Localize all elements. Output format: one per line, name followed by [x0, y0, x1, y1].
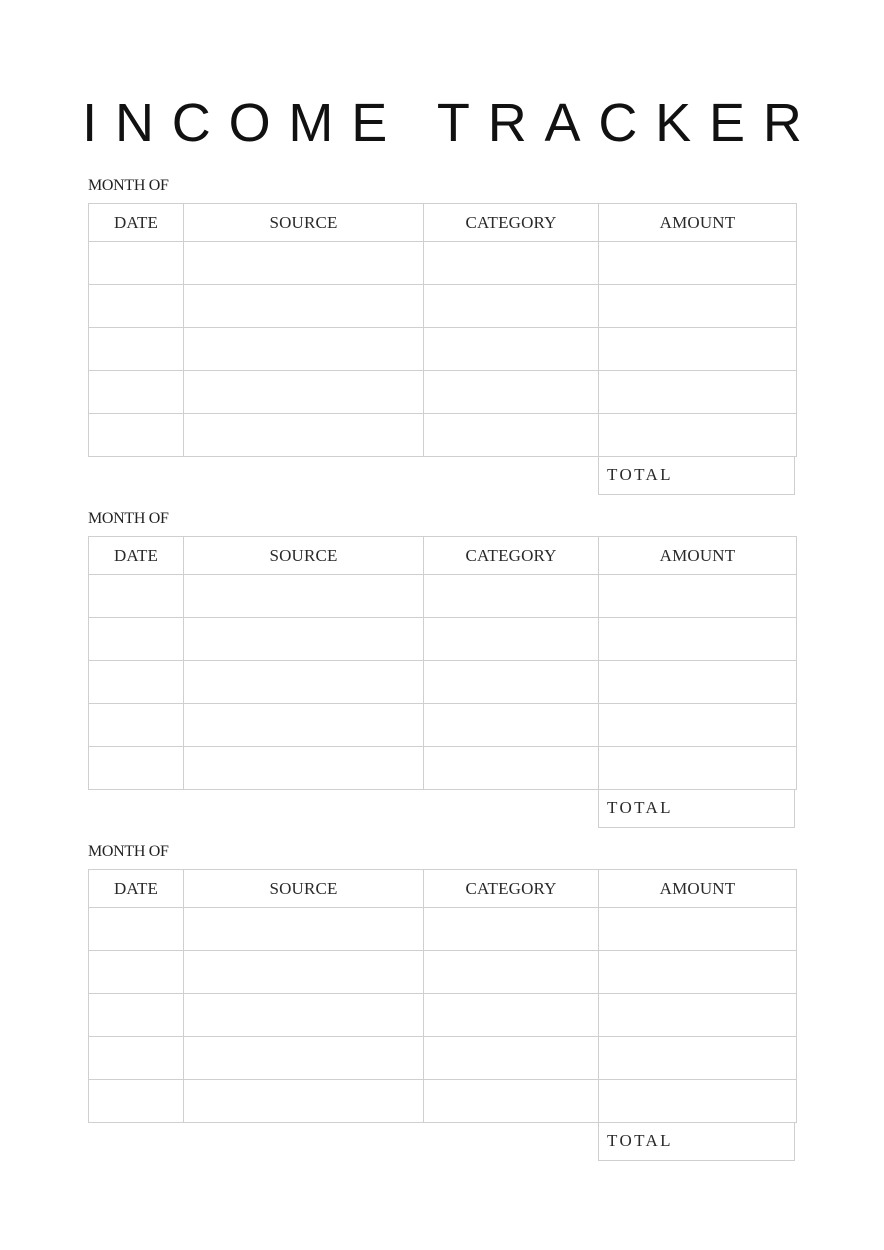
- amount-cell[interactable]: [599, 704, 797, 747]
- table-body: [89, 908, 797, 1123]
- column-header-source: SOURCE: [184, 870, 424, 908]
- amount-cell[interactable]: [599, 414, 797, 457]
- date-cell[interactable]: [89, 908, 184, 951]
- table-row: [89, 908, 797, 951]
- category-cell[interactable]: [424, 414, 599, 457]
- column-header-date: DATE: [89, 870, 184, 908]
- amount-cell[interactable]: [599, 994, 797, 1037]
- category-cell[interactable]: [424, 371, 599, 414]
- table-row: [89, 414, 797, 457]
- column-header-category: CATEGORY: [424, 204, 599, 242]
- category-cell[interactable]: [424, 575, 599, 618]
- table-row: [89, 242, 797, 285]
- source-cell[interactable]: [184, 414, 424, 457]
- category-cell[interactable]: [424, 1037, 599, 1080]
- source-cell[interactable]: [184, 994, 424, 1037]
- table-row: [89, 994, 797, 1037]
- source-cell[interactable]: [184, 371, 424, 414]
- source-cell[interactable]: [184, 951, 424, 994]
- amount-cell[interactable]: [599, 1080, 797, 1123]
- source-cell[interactable]: [184, 328, 424, 371]
- amount-cell[interactable]: [599, 575, 797, 618]
- column-header-amount: AMOUNT: [599, 870, 797, 908]
- amount-cell[interactable]: [599, 285, 797, 328]
- table-row: [89, 575, 797, 618]
- column-header-date: DATE: [89, 204, 184, 242]
- source-cell[interactable]: [184, 908, 424, 951]
- table-body: [89, 242, 797, 457]
- column-header-source: SOURCE: [184, 537, 424, 575]
- table-row: [89, 747, 797, 790]
- column-header-source: SOURCE: [184, 204, 424, 242]
- table-header-row: [89, 870, 797, 908]
- income-table: [88, 203, 797, 457]
- date-cell[interactable]: [89, 575, 184, 618]
- table-row: [89, 328, 797, 371]
- total-label: TOTAL: [607, 465, 673, 484]
- date-cell[interactable]: [89, 661, 184, 704]
- source-cell[interactable]: [184, 704, 424, 747]
- total-label: TOTAL: [607, 798, 673, 817]
- date-cell[interactable]: [89, 747, 184, 790]
- date-cell[interactable]: [89, 951, 184, 994]
- date-cell[interactable]: [89, 704, 184, 747]
- category-cell[interactable]: [424, 704, 599, 747]
- column-header-category: CATEGORY: [424, 537, 599, 575]
- amount-cell[interactable]: [599, 328, 797, 371]
- total-box[interactable]: [598, 457, 795, 495]
- column-header-category: CATEGORY: [424, 870, 599, 908]
- category-cell[interactable]: [424, 661, 599, 704]
- source-cell[interactable]: [184, 1080, 424, 1123]
- month-label: MONTH OF: [88, 843, 169, 860]
- category-cell[interactable]: [424, 328, 599, 371]
- source-cell[interactable]: [184, 285, 424, 328]
- source-cell[interactable]: [184, 1037, 424, 1080]
- date-cell[interactable]: [89, 242, 184, 285]
- table-row: [89, 661, 797, 704]
- amount-cell[interactable]: [599, 618, 797, 661]
- amount-cell[interactable]: [599, 1037, 797, 1080]
- source-cell[interactable]: [184, 575, 424, 618]
- amount-cell[interactable]: [599, 661, 797, 704]
- category-cell[interactable]: [424, 747, 599, 790]
- income-table: [88, 869, 797, 1123]
- date-cell[interactable]: [89, 1080, 184, 1123]
- category-cell[interactable]: [424, 951, 599, 994]
- column-header-amount: AMOUNT: [599, 204, 797, 242]
- total-box[interactable]: [598, 1123, 795, 1161]
- category-cell[interactable]: [424, 1080, 599, 1123]
- amount-cell[interactable]: [599, 747, 797, 790]
- date-cell[interactable]: [89, 285, 184, 328]
- date-cell[interactable]: [89, 414, 184, 457]
- table-row: [89, 618, 797, 661]
- date-cell[interactable]: [89, 371, 184, 414]
- source-cell[interactable]: [184, 747, 424, 790]
- table-body: [89, 575, 797, 790]
- category-cell[interactable]: [424, 618, 599, 661]
- category-cell[interactable]: [424, 242, 599, 285]
- page-title: INCOME TRACKER: [82, 93, 820, 153]
- column-header-amount: AMOUNT: [599, 537, 797, 575]
- source-cell[interactable]: [184, 618, 424, 661]
- month-label: MONTH OF: [88, 510, 169, 527]
- date-cell[interactable]: [89, 994, 184, 1037]
- source-cell[interactable]: [184, 242, 424, 285]
- table-row: [89, 704, 797, 747]
- month-label: MONTH OF: [88, 177, 169, 194]
- source-cell[interactable]: [184, 661, 424, 704]
- amount-cell[interactable]: [599, 951, 797, 994]
- table-row: [89, 1037, 797, 1080]
- table-row: [89, 371, 797, 414]
- amount-cell[interactable]: [599, 242, 797, 285]
- table-header-row: [89, 204, 797, 242]
- date-cell[interactable]: [89, 618, 184, 661]
- table-row: [89, 951, 797, 994]
- category-cell[interactable]: [424, 994, 599, 1037]
- amount-cell[interactable]: [599, 908, 797, 951]
- table-row: [89, 285, 797, 328]
- category-cell[interactable]: [424, 285, 599, 328]
- column-header-date: DATE: [89, 537, 184, 575]
- table-row: [89, 1080, 797, 1123]
- table-header-row: [89, 537, 797, 575]
- date-cell[interactable]: [89, 328, 184, 371]
- total-label: TOTAL: [607, 1131, 673, 1150]
- amount-cell[interactable]: [599, 371, 797, 414]
- income-table: [88, 536, 797, 790]
- date-cell[interactable]: [89, 1037, 184, 1080]
- total-box[interactable]: [598, 790, 795, 828]
- category-cell[interactable]: [424, 908, 599, 951]
